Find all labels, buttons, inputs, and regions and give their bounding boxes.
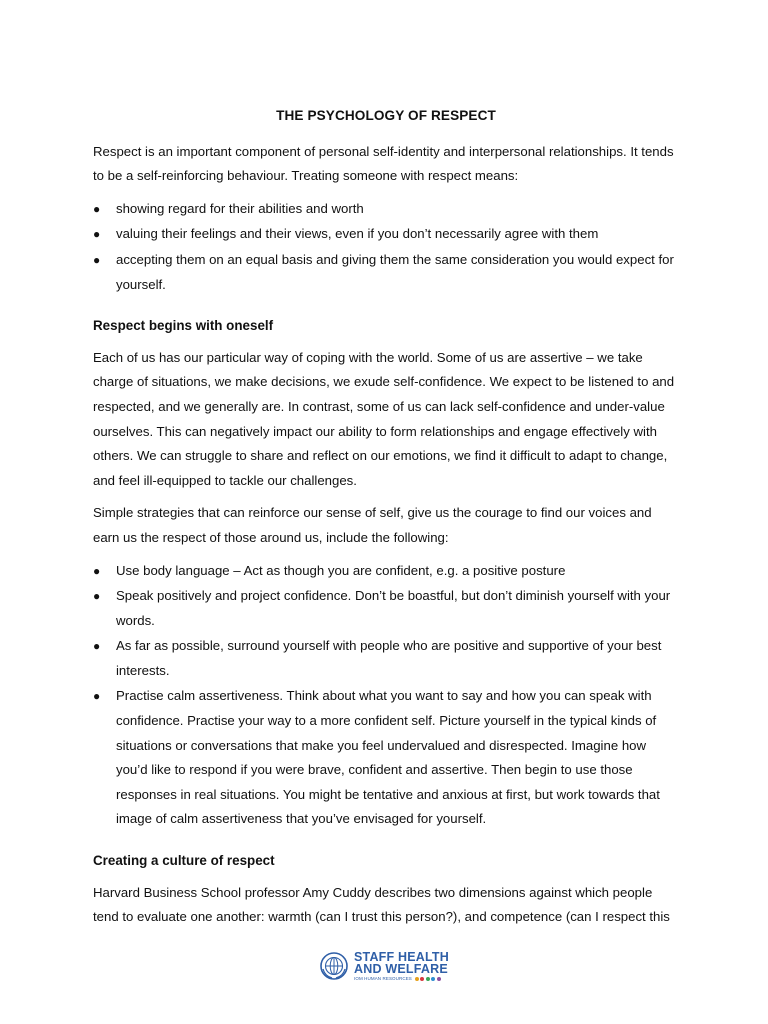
logo-text — [354, 951, 449, 982]
bullet-icon: ● — [93, 252, 101, 267]
bullet-icon: ● — [93, 639, 101, 654]
list-item-text: As far as possible, surround yourself with people who are positive and supportive of your best interests. — [116, 638, 662, 678]
globe-laurel-icon — [319, 951, 349, 981]
logo-color-dots — [415, 977, 443, 981]
list-item — [93, 684, 679, 832]
list-item-text: Practise calm assertiveness. Think about what you want to say and how you can speak with confidence. Practise your way to a more confident self. Picture yourself in the typical kinds of situations or conversations that make you feel undervalued and disrespected. Imagine how you’d like to respond if you were brave, confident and assertive. Then begin to use those responses in real situations. You might be tentative and anxious at first, but work towards that image of calm assertiveness that you’ve envisaged for yourself. — [116, 688, 660, 827]
list-item — [93, 559, 679, 584]
document-title: THE PSYCHOLOGY OF RESPECT — [276, 108, 496, 123]
logo-subline — [354, 977, 449, 982]
bullet-icon: ● — [93, 689, 101, 704]
list-item-text: valuing their feelings and their views, even if you don’t necessarily agree with them — [116, 226, 599, 242]
logo-dot — [426, 977, 430, 981]
logo-line-2: AND WELFARE — [354, 962, 448, 977]
bullet-icon: ● — [93, 563, 101, 578]
intro-paragraph: Respect is an important component of personal self-identity and interpersonal relationships. It tends to be a self-reinforcing behaviour. Treating someone with respect means: — [93, 143, 674, 184]
list-item-text: showing regard for their abilities and worth — [116, 200, 364, 216]
list-item — [93, 584, 679, 633]
bullet-icon: ● — [93, 201, 101, 216]
list-item-text: Speak positively and project confidence. Don’t be boastful, but don’t diminish yourself with your words. — [116, 588, 671, 628]
logo-dot — [431, 977, 435, 981]
logo-line-1: STAFF HEALTH — [354, 949, 449, 964]
section-heading-respect-begins: Respect begins with oneself — [93, 318, 274, 334]
section2-paragraph-1: Harvard Business School professor Amy Cuddy describes two dimensions against which people tend to evaluate one another: warmth (can I trust this person?), and competence (can I respect this — [93, 884, 670, 925]
logo-dot — [420, 977, 424, 981]
section1-paragraph-2: Simple strategies that can reinforce our sense of self, give us the courage to find our voices and earn us the respect of those around us, include the following: — [93, 505, 652, 545]
section1-paragraph-1: Each of us has our particular way of coping with the world. Some of us are assertive – we take charge of situations, we make decisions, we exude self-confidence. We expect to be listened to and respected, and we generally are. In contrast, some of us can lack self-confidence and under-value ourselves. This can negatively impact our ability to form relationships and engage effectively with others. We can struggle to share and reflect on our emotions, we find it difficult to adapt to change, and feel ill-equipped to tackle our challenges. — [93, 349, 675, 488]
document-body — [93, 104, 679, 938]
logo-dot — [437, 977, 441, 981]
logo-dot — [415, 977, 419, 981]
list-item-text: accepting them on an equal basis and giving them the same consideration you would expect for yourself. — [116, 251, 674, 292]
list-item — [93, 248, 679, 297]
list-item — [93, 222, 679, 247]
list-item — [93, 197, 679, 222]
bullet-icon: ● — [93, 227, 101, 242]
bullet-icon: ● — [93, 589, 101, 604]
intro-bullet-list — [93, 197, 679, 297]
list-item — [93, 634, 679, 683]
logo-subtext: IOM HUMAN RESOURCES — [354, 975, 412, 981]
staff-health-welfare-logo — [319, 949, 459, 983]
strategies-bullet-list — [93, 559, 679, 833]
list-item-text: Use body language – Act as though you are confident, e.g. a positive posture — [116, 562, 566, 578]
section-heading-culture-of-respect: Creating a culture of respect — [93, 853, 275, 869]
